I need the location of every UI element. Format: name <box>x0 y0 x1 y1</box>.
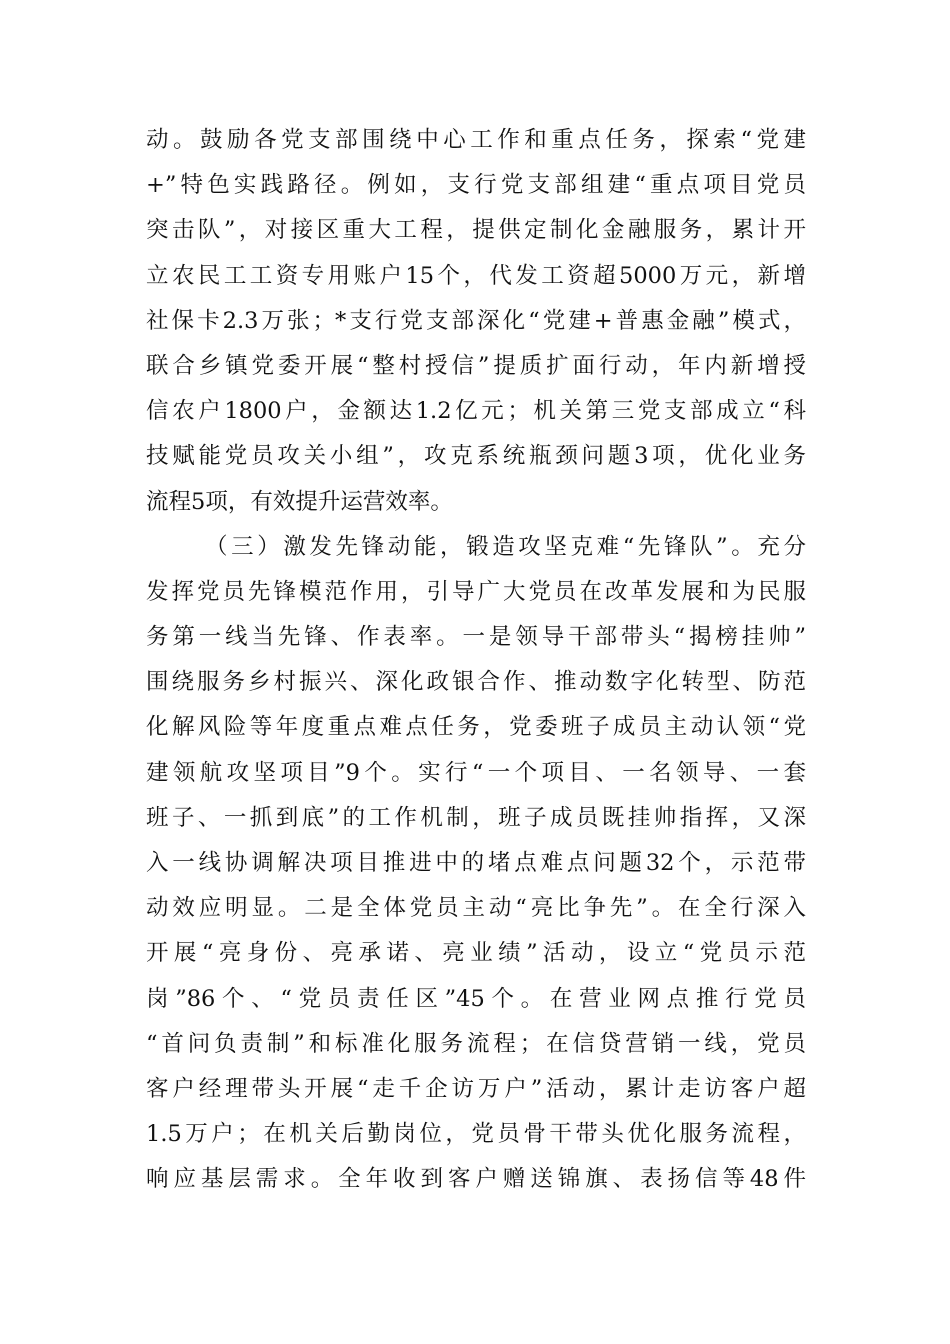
text-line: 社保卡2.3万张；*支行党支部深化“党建+普惠金融”模式， <box>146 307 806 334</box>
text-line: 岗”86个、“党员责任区”45个。在营业网点推行党员 <box>146 985 806 1012</box>
text-line: 信农户1800户，金额达1.2亿元；机关第三党支部成立“科 <box>146 398 806 425</box>
text-line: 化解风险等年度重点难点任务，党委班子成员主动认领“党 <box>146 714 806 741</box>
text-line: 联合乡镇党委开展“整村授信”提质扩面行动，年内新增授 <box>146 352 806 379</box>
text-line: 动效应明显。二是全体党员主动“亮比争先”。在全行深入 <box>146 895 806 922</box>
text-line: 发挥党员先锋模范作用，引导广大党员在改革发展和为民服 <box>146 578 806 605</box>
text-line: 务第一线当先锋、作表率。一是领导干部带头“揭榜挂帅” <box>146 624 806 651</box>
text-line: 动。鼓励各党支部围绕中心工作和重点任务，探索“党建 <box>146 127 806 153</box>
text-line: 班子、一抓到底”的工作机制，班子成员既挂帅指挥，又深 <box>146 804 806 831</box>
text-line: 入一线协调解决项目推进中的堵点难点问题32个，示范带 <box>146 850 806 876</box>
body-text <box>146 118 806 1203</box>
section-heading-line: （三）激发先锋动能，锻造攻坚克难“先锋队”。充分 <box>205 533 806 560</box>
text-line: 立农民工工资专用账户15个，代发工资超5000万元，新增 <box>146 262 806 289</box>
text-line: 技赋能党员攻关小组”，攻克系统瓶颈问题3项，优化业务 <box>146 443 806 470</box>
text-line: 响应基层需求。全年收到客户赠送锦旗、表扬信等48件 <box>146 1166 806 1193</box>
text-line: 客户经理带头开展“走千企访万户”活动，累计走访客户超 <box>146 1075 806 1102</box>
text-line: 开展“亮身份、亮承诺、亮业绩”活动，设立“党员示范 <box>146 940 806 967</box>
text-line: 建领航攻坚项目”9个。实行“一个项目、一名领导、一套 <box>146 759 806 786</box>
text-line: 1.5万户；在机关后勤岗位，党员骨干带头优化服务流程， <box>146 1121 806 1148</box>
text-line: 突击队”，对接区重大工程，提供定制化金融服务，累计开 <box>146 217 806 244</box>
text-line: 围绕服务乡村振兴、深化政银合作、推动数字化转型、防范 <box>146 669 806 696</box>
paragraph-end-line: 流程5项，有效提升运营效率。 <box>146 488 453 515</box>
text-line: “首问负责制”和标准化服务流程；在信贷营销一线，党员 <box>146 1030 806 1057</box>
text-line: +”特色实践路径。例如，支行党支部组建“重点项目党员 <box>146 172 806 199</box>
